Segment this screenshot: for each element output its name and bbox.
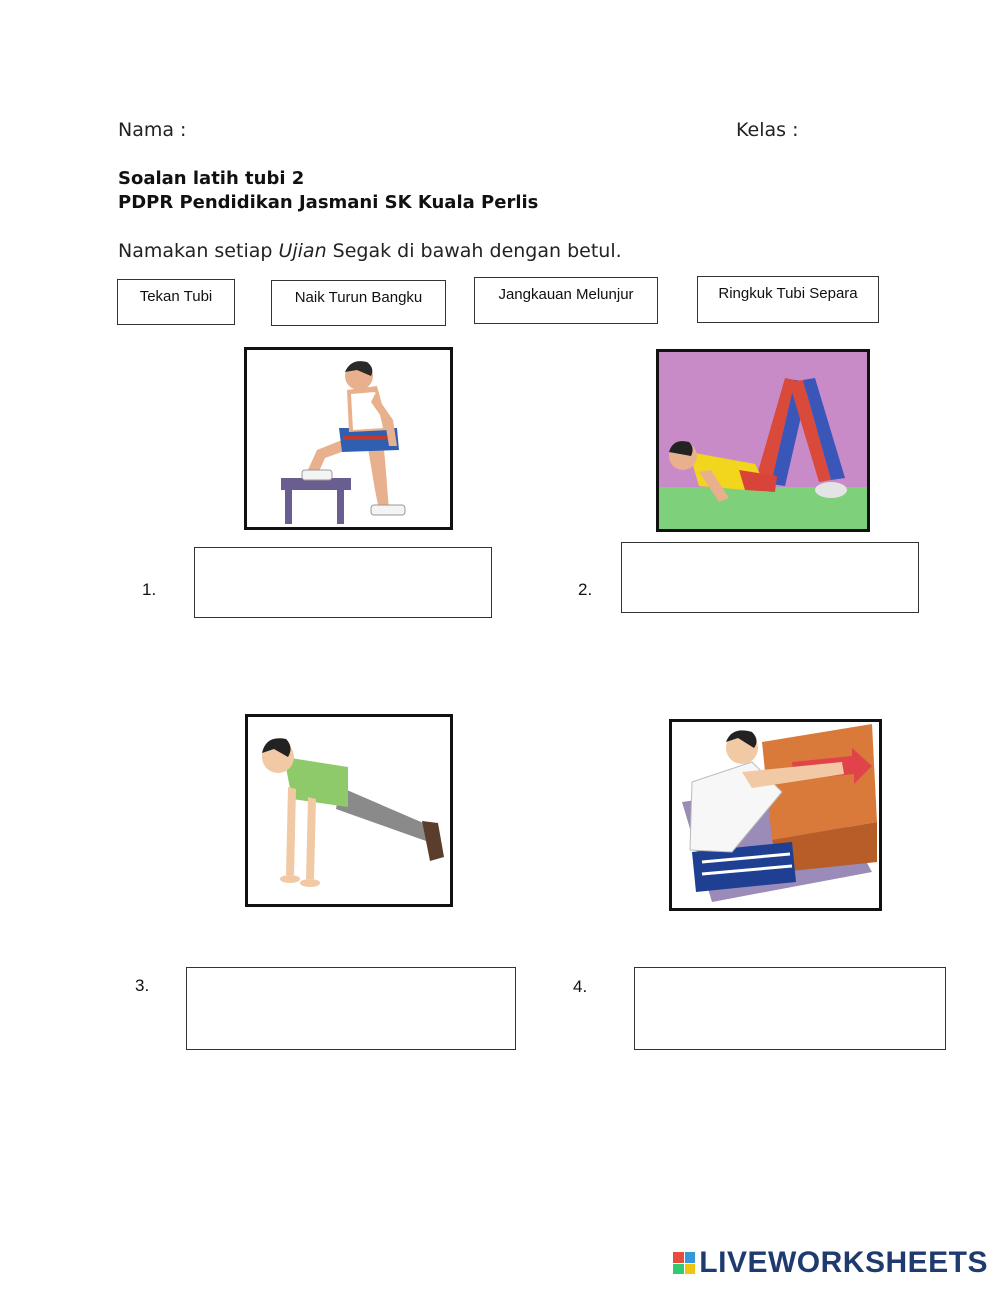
- answer-box[interactable]: [194, 547, 492, 618]
- logo-text: LIVEWORKSHEETS: [699, 1246, 988, 1279]
- choice-chip[interactable]: Ringkuk Tubi Separa: [697, 276, 879, 323]
- curl-up-picture: [656, 349, 870, 532]
- push-up-picture: [245, 714, 453, 907]
- question-number: 4.: [573, 977, 588, 996]
- answer-box[interactable]: [186, 967, 516, 1050]
- answer-box[interactable]: [634, 967, 946, 1050]
- step-up-picture: [244, 347, 453, 530]
- push-up-illustration: [248, 717, 450, 904]
- instruction-italic: Ujian: [278, 240, 327, 262]
- question-number: 2.: [578, 580, 593, 599]
- instruction-after: Segak di bawah dengan betul.: [326, 240, 622, 262]
- sit-reach-picture: [669, 719, 882, 911]
- curl-up-illustration: [659, 352, 867, 529]
- instruction: [118, 240, 622, 262]
- instruction-before: Namakan setiap: [118, 240, 279, 262]
- worksheet-subtitle: PDPR Pendidikan Jasmani SK Kuala Perlis: [118, 192, 539, 213]
- question-number: 1.: [142, 580, 157, 599]
- worksheet-title: Soalan latih tubi 2: [118, 168, 305, 189]
- sit-reach-illustration: [672, 722, 879, 908]
- choice-chip[interactable]: Jangkauan Melunjur: [474, 277, 658, 324]
- choice-chip[interactable]: Tekan Tubi: [117, 279, 235, 325]
- logo-mark-icon: [673, 1252, 695, 1274]
- class-label: Kelas :: [736, 119, 799, 141]
- name-label: Nama :: [118, 119, 187, 141]
- liveworksheets-logo: [673, 1246, 988, 1280]
- answer-box[interactable]: [621, 542, 919, 613]
- step-up-illustration: [247, 350, 450, 527]
- choice-chip[interactable]: Naik Turun Bangku: [271, 280, 446, 326]
- question-number: 3.: [135, 976, 150, 995]
